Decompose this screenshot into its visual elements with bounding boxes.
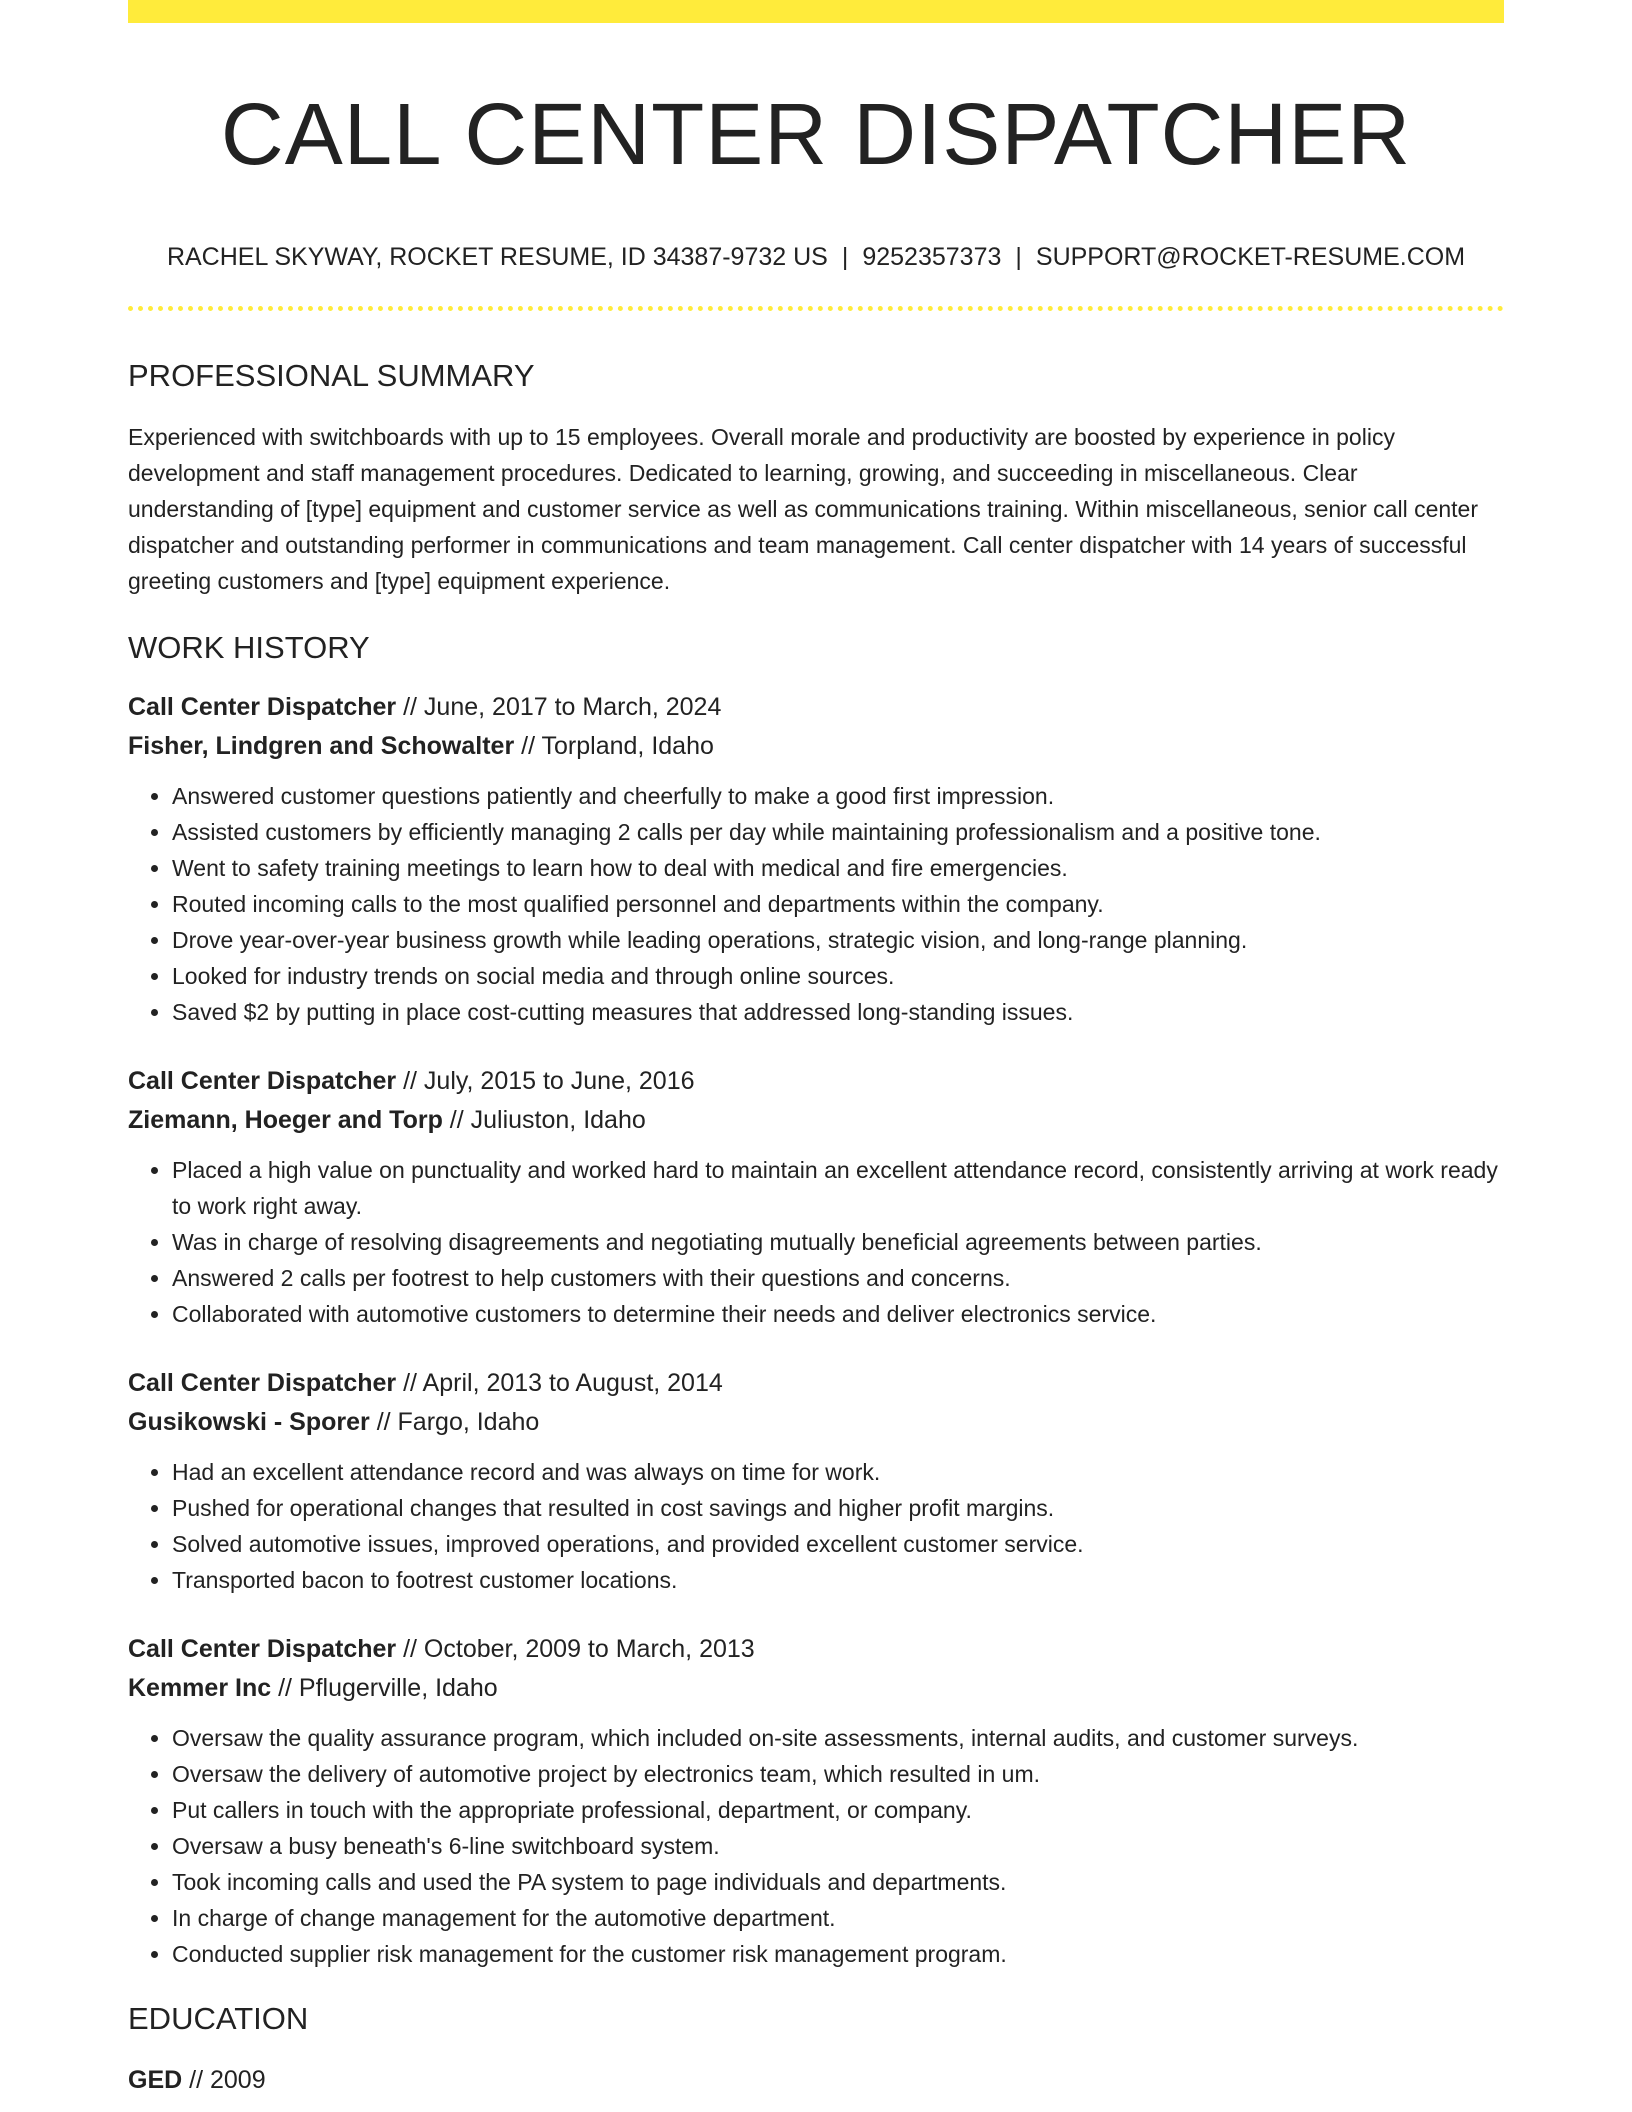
job-entry [128, 1630, 1504, 1972]
job-bullet: • Pushed for operational changes that resulted in cost savings and higher profit margins. [172, 1490, 1504, 1526]
education-heading: EDUCATION [128, 2000, 309, 2036]
work-history-list [128, 688, 1504, 1972]
job-title: Call Center Dispatcher [128, 692, 397, 721]
job-location: // Fargo, Idaho [376, 1407, 540, 1436]
job-bullet: • Collaborated with automotive customers to determine their needs and deliver electronics service. [172, 1296, 1504, 1332]
job-entry [128, 688, 1504, 1030]
job-company-line [128, 727, 1504, 766]
job-bullet: • Assisted customers by efficiently managing 2 calls per day while maintaining professionalism and a positive tone. [172, 814, 1504, 850]
contact-separator: | [841, 243, 849, 272]
job-bullet-list [128, 1152, 1504, 1332]
job-company-line [128, 1101, 1504, 1140]
job-bullet: • Put callers in touch with the appropriate professional, department, or company. [172, 1792, 1504, 1828]
job-bullet: • Transported bacon to footrest customer locations. [172, 1562, 1504, 1598]
contact-line [128, 243, 1504, 272]
job-title-line [128, 1364, 1504, 1403]
job-bullet-list [128, 1720, 1504, 1972]
job-bullet: • Oversaw the quality assurance program, which included on-site assessments, internal audits, and customer surveys. [172, 1720, 1504, 1756]
job-title-line [128, 1062, 1504, 1101]
job-bullet: • Conducted supplier risk management for the customer risk management program. [172, 1936, 1504, 1972]
job-title-line [128, 688, 1504, 727]
job-bullet: • Took incoming calls and used the PA system to page individuals and departments. [172, 1864, 1504, 1900]
job-dates: // October, 2009 to March, 2013 [403, 1634, 755, 1663]
job-company-line [128, 1403, 1504, 1442]
job-bullet: • Had an excellent attendance record and was always on time for work. [172, 1454, 1504, 1490]
job-bullet: • Routed incoming calls to the most qualified personnel and departments within the company. [172, 886, 1504, 922]
job-bullet-list [128, 1454, 1504, 1598]
summary-text: Experienced with switchboards with up to 15 employees. Overall morale and productivity are boosted by experience in policy development and staff management procedures. Dedicated to learning, growing, and succeeding in miscellaneous. Clear understanding of [type] equipment and customer service as well as communications training. Within miscellaneous, senior call center dispatcher and outstanding performer in communications and team management. Call center dispatcher with 14 years of successful greeting customers and [type] equipment experience. [128, 423, 1478, 594]
job-dates: // July, 2015 to June, 2016 [403, 1066, 695, 1095]
job-bullet: • Went to safety training meetings to learn how to deal with medical and fire emergencies. [172, 850, 1504, 886]
job-location: // Juliuston, Idaho [449, 1105, 646, 1134]
job-title-line [128, 1630, 1504, 1669]
job-location: // Torpland, Idaho [521, 731, 714, 760]
job-bullet: • Placed a high value on punctuality and worked hard to maintain an excellent attendance record, consistently arriving at work ready to work right away. [172, 1152, 1504, 1224]
job-company: Fisher, Lindgren and Schowalter [128, 731, 515, 760]
job-entry [128, 1062, 1504, 1332]
work-history-heading: WORK HISTORY [128, 629, 370, 665]
contact-email: SUPPORT@ROCKET-RESUME.COM [1035, 243, 1466, 272]
resume-page [128, 0, 1504, 2100]
job-bullet: • In charge of change management for the automotive department. [172, 1900, 1504, 1936]
job-company: Gusikowski - Sporer [128, 1407, 370, 1436]
education-year: // 2009 [189, 2065, 266, 2094]
job-title: Call Center Dispatcher [128, 1066, 397, 1095]
job-bullet: • Saved $2 by putting in place cost-cutting measures that addressed long-standing issues. [172, 994, 1504, 1030]
summary-heading: PROFESSIONAL SUMMARY [128, 358, 535, 394]
dotted-divider [128, 306, 1504, 311]
job-company-line [128, 1669, 1504, 1708]
education-degree: GED [128, 2065, 183, 2094]
job-company: Ziemann, Hoeger and Torp [128, 1105, 443, 1134]
job-company: Kemmer Inc [128, 1673, 272, 1702]
job-location: // Pflugerville, Idaho [278, 1673, 498, 1702]
job-entry [128, 1364, 1504, 1598]
resume-title: CALL CENTER DISPATCHER [220, 86, 1412, 183]
contact-separator: | [1015, 243, 1022, 272]
contact-address: RACHEL SKYWAY, ROCKET RESUME, ID 34387-9732 US [166, 243, 828, 272]
job-dates: // April, 2013 to August, 2014 [403, 1368, 723, 1397]
job-bullet: • Solved automotive issues, improved operations, and provided excellent customer service. [172, 1526, 1504, 1562]
job-bullet: • Oversaw a busy beneath's 6-line switchboard system. [172, 1828, 1504, 1864]
job-title: Call Center Dispatcher [128, 1634, 397, 1663]
job-bullet: • Answered 2 calls per footrest to help customers with their questions and concerns. [172, 1260, 1504, 1296]
job-bullet: • Oversaw the delivery of automotive project by electronics team, which resulted in um. [172, 1756, 1504, 1792]
education-entry [128, 2061, 1504, 2100]
job-dates: // June, 2017 to March, 2024 [403, 692, 722, 721]
job-bullet-list [128, 778, 1504, 1030]
job-bullet: • Was in charge of resolving disagreements and negotiating mutually beneficial agreements between parties. [172, 1224, 1504, 1260]
contact-phone: 9252357373 [862, 243, 1002, 272]
job-bullet: • Answered customer questions patiently and cheerfully to make a good first impression. [172, 778, 1504, 814]
accent-top-bar [128, 0, 1504, 23]
job-title: Call Center Dispatcher [128, 1368, 397, 1397]
job-bullet: • Looked for industry trends on social media and through online sources. [172, 958, 1504, 994]
job-bullet: • Drove year-over-year business growth while leading operations, strategic vision, and long-range planning. [172, 922, 1504, 958]
